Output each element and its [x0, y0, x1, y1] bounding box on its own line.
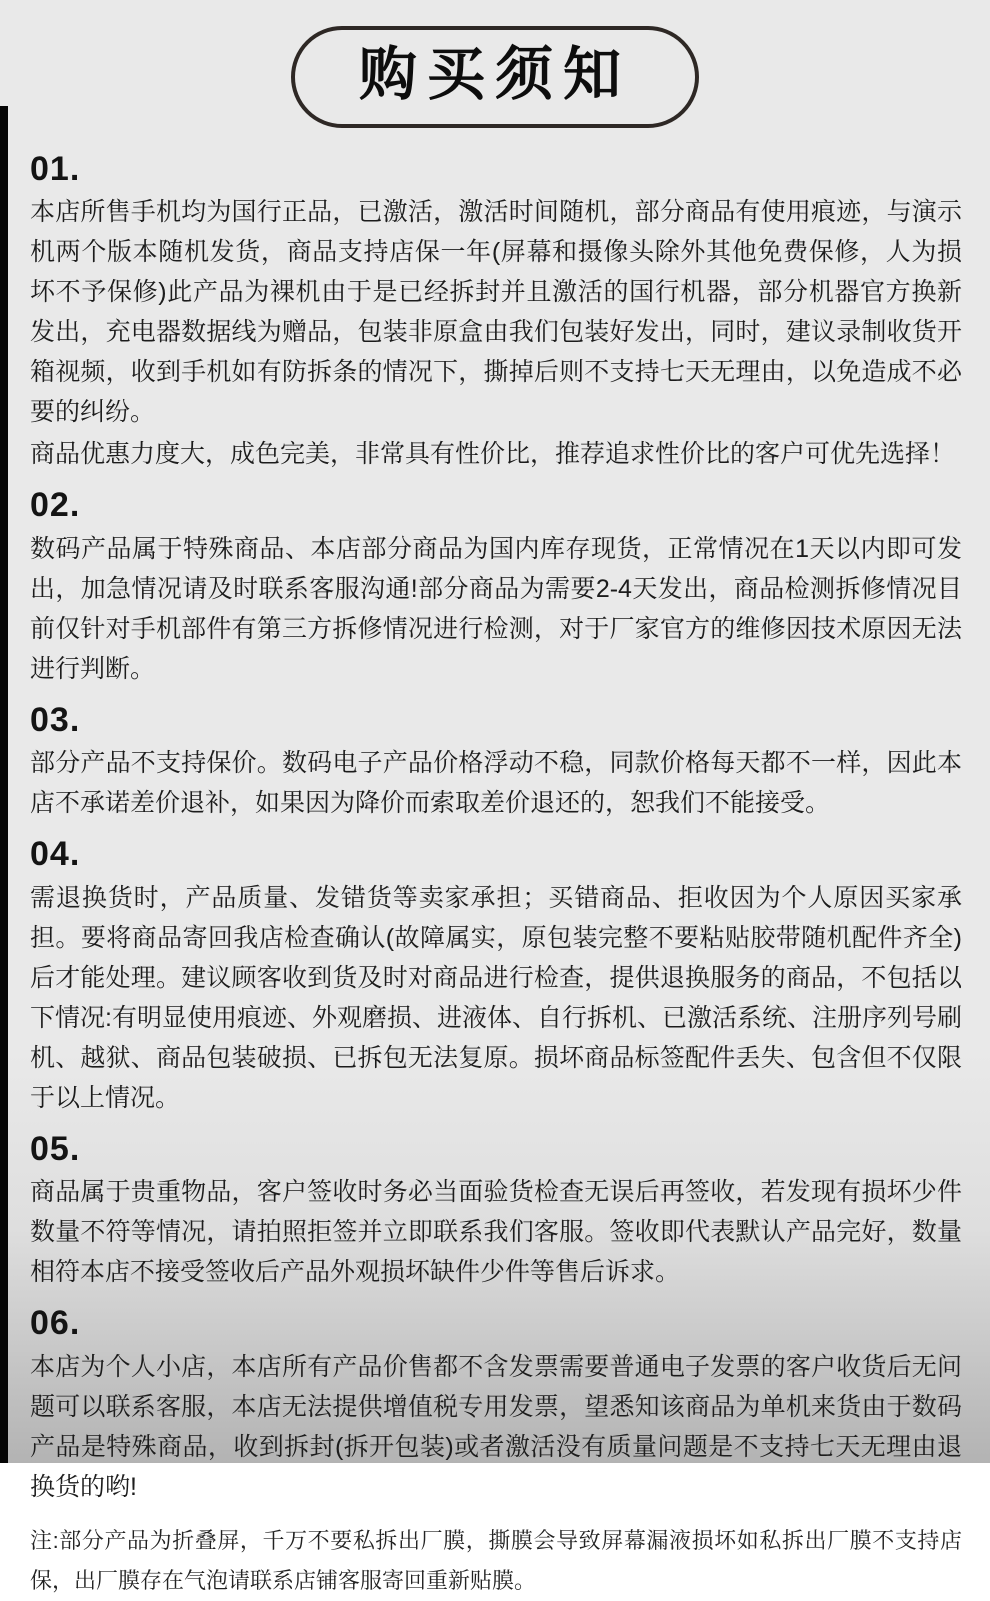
- footnote: 注:部分产品为折叠屏，千万不要私拆出厂膜，撕膜会导致屏幕漏液损坏如私拆出厂膜不支持店保，出厂膜存在气泡请联系店铺客服寄回重新贴膜。: [30, 1527, 962, 1593]
- section-paragraph: 需退换货时，产品质量、发错货等卖家承担；买错商品、拒收因为个人原因买家承担。要将商品寄回我店检查确认(故障属实，原包装完整不要粘贴胶带随机配件齐全)后才能处理。建议顾客收到货及时对商品进行检查，提供退换服务的商品，不包括以下情况:有明显使用痕迹、外观磨损、进液体、自行拆机、已激活系统、注册序列号刷机、越狱、商品包装破损、已拆包无法复原。损坏商品标签配件丢失、包含但不仅限于以上情况。: [30, 883, 962, 1112]
- section-paragraph: 本店所售手机均为国行正品，已激活，激活时间随机，部分商品有使用痕迹，与演示机两个版本随机发货，商品支持店保一年(屏幕和摄像头除外其他免费保修，人为损坏不予保修)此产品为裸机由于是已经拆封并且激活的国行机器，部分机器官方换新发出，充电器数据线为赠品，包装非原盒由我们包装好发出，同时，建议录制收货开箱视频，收到手机如有防拆条的情况下，撕掉后则不支持七天无理由，以免造成不必要的纠纷。: [30, 198, 962, 427]
- section-number: 01.: [30, 149, 81, 188]
- section-number: 06.: [30, 1304, 81, 1343]
- section-number: 02.: [30, 486, 81, 525]
- page-title: 购买须知: [358, 42, 631, 107]
- section-number: 03.: [30, 700, 81, 739]
- notice-section-04: [30, 833, 962, 1118]
- notice-section-06: [30, 1302, 962, 1507]
- notice-section-03: [30, 699, 962, 824]
- section-paragraph: 商品优惠力度大，成色完美，非常具有性价比，推荐追求性价比的客户可优先选择！: [30, 440, 956, 469]
- section-paragraph: 本店为个人小店，本店所有产品价售都不含发票需要普通电子发票的客户收货后无问题可以联系客服，本店无法提供增值税专用发票，望悉知该商品为单机来货由于数码产品是特殊商品，收到拆封(拆开包装)或者激活没有质量问题是不支持七天无理由退换货的哟!: [30, 1352, 962, 1501]
- notice-section-05: [30, 1128, 962, 1293]
- notice-section-02: [30, 484, 962, 689]
- section-number: 04.: [30, 835, 81, 874]
- section-paragraph: 数码产品属于特殊商品、本店部分商品为国内库存现货，正常情况在1天以内即可发出，加急情况请及时联系客服沟通!部分商品为需要2-4天发出，商品检测拆修情况目前仅针对手机部件有第三方拆修情况进行检测，对于厂家官方的维修因技术原因无法进行判断。: [30, 534, 962, 683]
- title-area: [0, 0, 990, 128]
- notice-section-01: [30, 148, 962, 475]
- left-edge-bar: [0, 106, 8, 1463]
- section-paragraph: 商品属于贵重物品，客户签收时务必当面验货检查无误后再签收，若发现有损坏少件数量不符等情况，请拍照拒签并立即联系我们客服。签收即代表默认产品完好，数量相符本店不接受签收后产品外观损坏缺件少件等售后诉求。: [30, 1178, 962, 1287]
- page-title-badge: [291, 26, 699, 128]
- notice-content: [0, 128, 990, 1601]
- section-number: 05.: [30, 1129, 81, 1168]
- section-paragraph: 部分产品不支持保价。数码电子产品价格浮动不稳，同款价格每天都不一样，因此本店不承诺差价退补，如果因为降价而索取差价退还的，恕我们不能接受。: [30, 749, 962, 818]
